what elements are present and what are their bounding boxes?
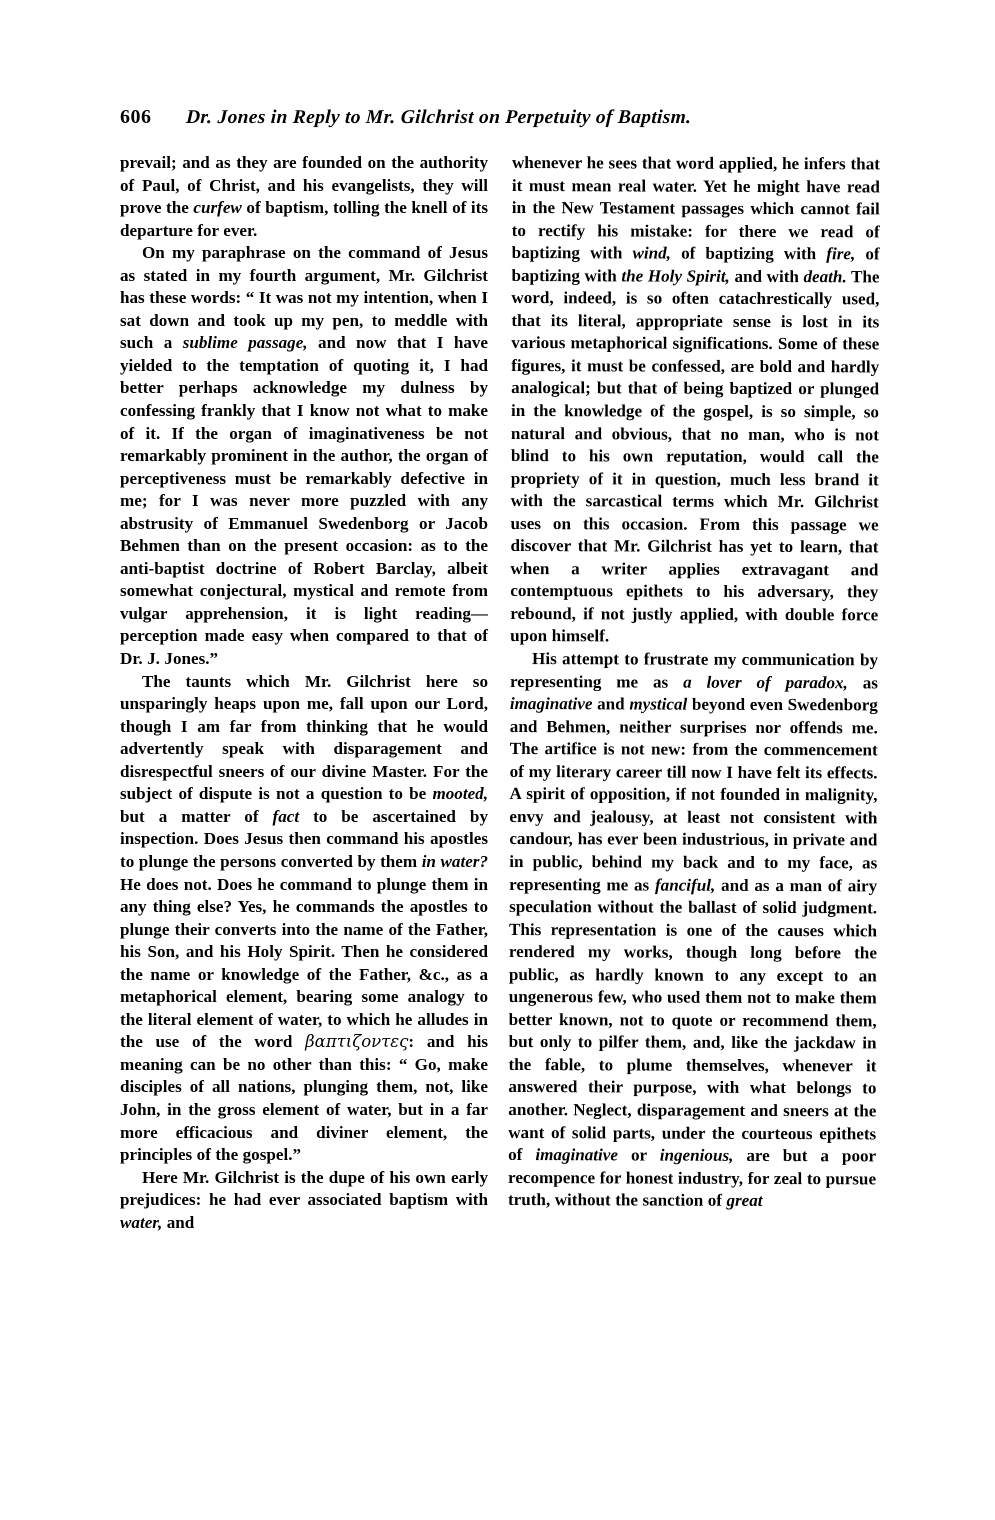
paragraph: prevail; and as they are founded on the authority of Paul, of Christ, and his evangelists, they will prove the curfew of baptism, tolling the knell of its departure for ever. [120, 153, 489, 240]
running-head-title: Dr. Jones in Reply to Mr. Gilchrist on Perpetuity of Baptism. [184, 107, 692, 128]
paragraph: His attempt to frustrate my communication by representing me as a lover of paradox, as imaginative and mystical beyond even Swedenborg and Behmen, neither surprises nor offends me. The artifice is not new: from the commencement of my literary career till now I have felt its effects. A spirit of opposition, if not founded in malignity, envy and jealousy, at least not consistent with candour, has ever been industrious, in private and in public, behind my back and to my face, as representing me as fanciful, and as a man of airy speculation without the ballast of solid judgment. This representation is one of the causes which rendered my works, though long before the public, as hardly known to any except to an ungenerous few, who used them not to make them better known, not to quote or recommend them, but only to pilfer them, and, like the jackdaw in the fable, to plume themselves, whenever it answered their purpose, with what belongs to another. Neglect, disparagement and sneers at the want of solid parts, under the courteous epithets of imaginative or ingenious, are but a poor recompence for honest industry, for zeal to pursue truth, without the sanction of great [507, 649, 879, 1211]
right-text-column [507, 152, 880, 1453]
paragraph: On my paraphrase on the command of Jesus as stated in my fourth argument, Mr. Gilchrist has these words: “ It was not my intention, when I sat down and took up my pen, to meddle with such a sublime passage, and now that I have yielded to the temptation of quoting it, I had better perhaps acknowledge my dulness by confessing frankly that I know not what to make of it. If the organ of imaginativeness be not remarkably prominent in the author, the organ of perceptiveness must be remarkably defective in me; for I was never more puzzled with any abstrusity of Emmanuel Swedenborg or Jacob Behmen than on the present occasion: as to the anti-baptist doctrine of Robert Barclay, albeit somewhat conjectural, mystical and remote from vulgar apprehension, it is light reading—perception made easy when compared to that of Dr. J. Jones.” [120, 243, 489, 669]
paragraph: The taunts which Mr. Gilchrist here so unsparingly heaps upon me, fall upon our Lord, though I am far from thinking that he would advertently speak with disparagement and disrespectful sneers of our divine Master. For the subject of dispute is not a question to be mooted, but a matter of fact to be ascertained by inspection. Does Jesus then command his apostles to plunge the persons converted by them in water? He does not. Does he command to plunge them in any thing else? Yes, he commands the apostles to plunge their converts into the name of the Father, his Son, and his Holy Spirit. Then he considered the name or knowledge of the Father, &c., as a metaphorical element, bearing some analogy to the literal element of water, to which he alludes in the use of the word βαπτιζοντες: and his meaning can be no other than this: “ Go, make disciples of all nations, plunging them, not, like John, in the gross element of water, but in a far more efficacious and diviner element, the principles of the gospel.” [120, 671, 489, 1165]
left-text-column [120, 152, 488, 1452]
page-folio-number: 606 [120, 106, 152, 128]
two-column-text-body [120, 152, 880, 1452]
running-head [120, 106, 880, 136]
paragraph: whenever he sees that word applied, he infers that it must mean real water. Yet he might have read in the New Testament passages which cannot fail to rectify his mistake: for there we read of baptizing with wind, of baptizing with fire, of baptizing with the Holy Spirit, and with death. The word, indeed, is so often catachrestically used, that its literal, appropriate sense is lost in its various metaphorical significations. Some of these figures, it must be confessed, are bold and hardly analogical; but that of being baptized or plunged in the knowledge of the gospel, is so simple, so natural and obvious, that no man, who is not blind to his own reputation, would call the propriety of it in question, much less brand it with the sarcastical terms which Mr. Gilchrist uses on this occasion. From this passage we discover that Mr. Gilchrist has yet to learn, that when a writer applies extravagant and contemptuous epithets to his adversary, they rebound, if not justly applied, with double force upon himself. [510, 153, 880, 646]
paragraph: Here Mr. Gilchrist is the dupe of his own early prejudices: he had ever associated baptism with water, and [120, 1167, 488, 1232]
